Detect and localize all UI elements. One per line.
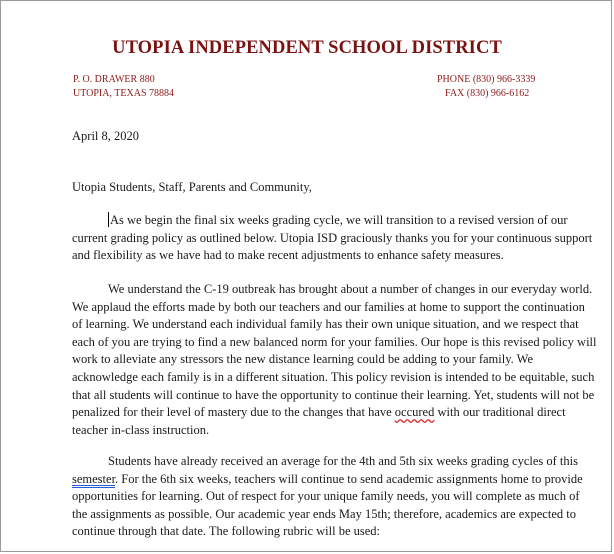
text-cursor xyxy=(108,212,109,227)
text-line: continue through that date. The following rubric will be used: xyxy=(72,524,381,539)
text-line xyxy=(72,471,592,489)
grammar-flag-word[interactable]: semester xyxy=(72,471,116,486)
letter-date: April 8, 2020 xyxy=(72,129,140,143)
address-block xyxy=(73,73,174,101)
text-line: opportunities for learning. Out of respect for your unique family needs, you will complete as much of xyxy=(72,489,580,504)
text-line: that all students will continue to have the opportunity to continue their learning. Yet, students will not be xyxy=(72,387,595,402)
text-line: and flexibility as we have had to make recent adjustments to enhance safety measures. xyxy=(72,248,504,263)
text-line: work to alleviate any stressors the new distance learning could be adding to your family. We xyxy=(72,352,534,367)
text-line: We applaud the efforts made by both our teachers and our families at home to support the continuation xyxy=(72,299,585,314)
text-line xyxy=(72,404,592,422)
address-line-1: P. O. DRAWER 880 xyxy=(73,74,155,85)
spelling-error-word[interactable]: occured xyxy=(394,405,435,420)
letter-greeting: Utopia Students, Staff, Parents and Community, xyxy=(72,180,312,194)
text-line: the assignments as possible. Our academic year ends May 15th; therefore, academics are expected to xyxy=(72,506,576,521)
text-line xyxy=(72,212,592,230)
text-run: As we begin the final six weeks grading cycle, we will transition to a revised version of our xyxy=(110,213,568,227)
text-run: . For the 6th six weeks, teachers will continue to send academic assignments home to provide xyxy=(115,471,583,486)
text-line: We understand the C-19 outbreak has brought about a number of changes in our everyday world. xyxy=(108,282,593,296)
fax-number: FAX (830) 966-6162 xyxy=(445,88,530,99)
text-line: acknowledge each family is in a different situation. This policy revision is intended to be equitable, such xyxy=(72,369,595,384)
text-run: with our traditional direct xyxy=(434,405,566,420)
district-name-heading: UTOPIA INDEPENDENT SCHOOL DISTRICT xyxy=(112,38,502,58)
text-line: each of you are trying to find a new balanced norm for your families. Our hope is this revised policy will xyxy=(72,334,597,349)
address-line-2: UTOPIA, TEXAS 78884 xyxy=(73,88,175,99)
text-line: teacher in-class instruction. xyxy=(72,422,210,437)
contact-block xyxy=(437,73,535,101)
text-run: penalized for their level of mastery due to the changes that have xyxy=(72,405,395,420)
text-line: of learning. We understand each individual family has their own unique situation, and we respect that xyxy=(72,317,579,332)
phone-number: PHONE (830) 966-3339 xyxy=(437,74,536,85)
paragraph-3[interactable] xyxy=(72,453,592,541)
paragraph-2[interactable] xyxy=(72,281,597,439)
text-line: Students have already received an average for the 4th and 5th six weeks grading cycles of this xyxy=(108,454,578,468)
paragraph-1[interactable] xyxy=(72,212,592,265)
text-line: current grading policy as outlined below. Utopia ISD graciously thanks you for your continuous support xyxy=(72,230,593,245)
